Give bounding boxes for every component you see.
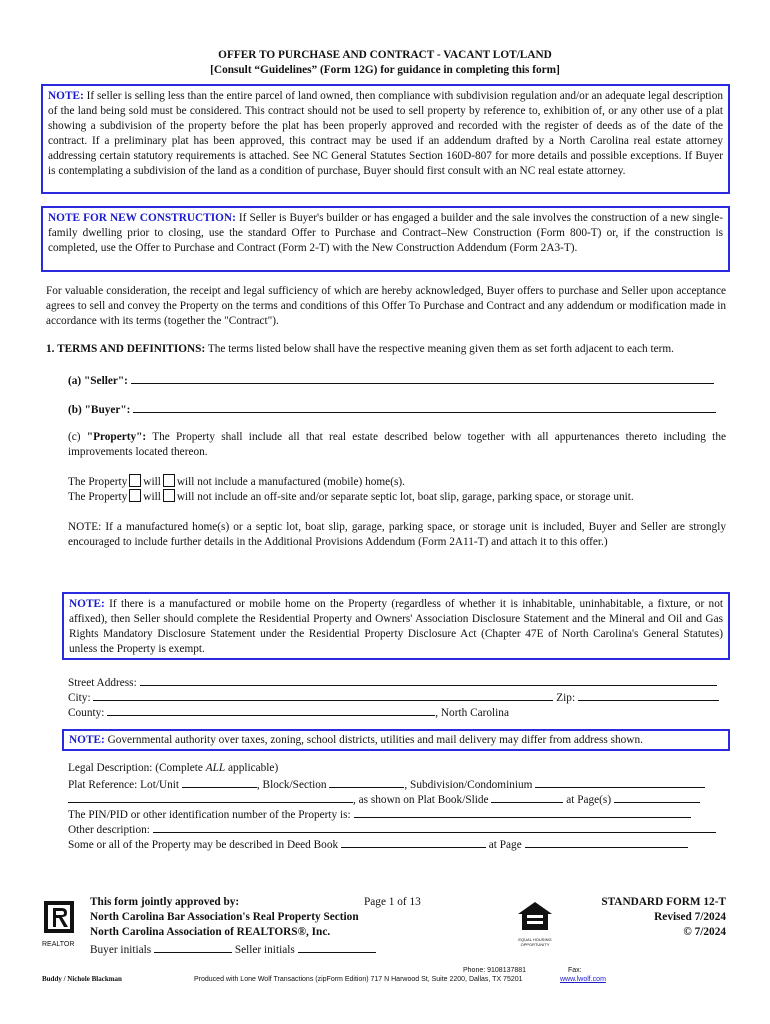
initials-row: Buyer initials Seller initials bbox=[90, 941, 376, 958]
note-label: NOTE FOR NEW CONSTRUCTION: bbox=[48, 212, 236, 224]
note-label: NOTE: bbox=[69, 598, 105, 610]
disclosure-note-box bbox=[62, 592, 730, 660]
street-address-field[interactable] bbox=[140, 674, 717, 686]
other-description-field[interactable] bbox=[153, 821, 716, 833]
plat-book-row: , as shown on Plat Book/Slide at Page(s) bbox=[68, 791, 700, 808]
realtor-logo: REALTOR bbox=[42, 900, 76, 948]
offsite-row: The Property will will not include an off-site and/or separate septic lot, boat slip, garage, parking space, or storage unit. bbox=[68, 491, 634, 503]
revised-date: Revised 7/2024 bbox=[654, 911, 726, 923]
note-text: If Seller is Buyer's builder or has engaged a builder and the sale involves the construction of a new single-family dwelling prior to closing, use the standard Offer to Purchase and Contract–New Construction (Form 800-T) or, if the construction is completed, use the Offer to Purchase and Contract (Form 2-T) with the New Construction Addendum (Form 2A3-T). bbox=[48, 212, 723, 254]
lot-unit-field[interactable] bbox=[182, 776, 257, 788]
form-title: OFFER TO PURCHASE AND CONTRACT - VACANT LOT/LAND bbox=[218, 49, 552, 61]
section-text: The terms listed below shall have the respective meaning given them as set forth adjacent to each term. bbox=[205, 343, 674, 355]
realtor-r-icon bbox=[42, 900, 76, 934]
governmental-note-box bbox=[62, 729, 730, 751]
buyer-row bbox=[68, 401, 716, 418]
approved-by: This form jointly approved by: bbox=[90, 896, 240, 908]
phone: Phone: 9108137881 bbox=[463, 967, 527, 974]
county-field[interactable] bbox=[107, 704, 435, 716]
will-checkbox[interactable] bbox=[129, 474, 141, 487]
note-text: If there is a manufactured or mobile home on the Property (regardless of whether it is inhabitable, uninhabitable, a fixture, or not affixed), then Seller should complete the Residential Property and Owners' Association Disclosure Statement and the Mineral and Oil and Gas Rights Mandatory Disclosure Statement under the Residential Property Disclosure Act (Chapter 47E of North Carolina's General Statutes) unless the Property is exempt. bbox=[69, 598, 723, 655]
legal-description-heading: Legal Description: (Complete ALL applicable) bbox=[68, 762, 279, 774]
manufactured-note: NOTE: If a manufactured home(s) or a septic lot, boat slip, garage, parking space, or storage unit is included, Buyer and Seller are strongly encouraged to include further details in the Additional Provisions Addendum (Form 2A11-T) and attach it to this offer.) bbox=[68, 521, 726, 548]
fax: Fax: bbox=[568, 967, 582, 974]
seller-field[interactable] bbox=[131, 372, 714, 384]
zip-field[interactable] bbox=[578, 689, 719, 701]
manufactured-home-row: The Property will will not include a manufactured (mobile) home(s). bbox=[68, 476, 405, 488]
page-number: Page 1 of 13 bbox=[364, 896, 421, 908]
lwolf-link[interactable]: www.lwolf.com bbox=[560, 976, 606, 983]
subdivision-field[interactable] bbox=[535, 776, 705, 788]
section-heading: 1. TERMS AND DEFINITIONS: bbox=[46, 343, 206, 355]
equal-housing-logo: EQUAL HOUSING OPPORTUNITY bbox=[514, 900, 556, 940]
other-description-row: Other description: bbox=[68, 821, 716, 838]
street-address-row: Street Address: bbox=[68, 674, 717, 691]
buyer-initials-field[interactable] bbox=[154, 941, 232, 953]
plat-pages-field[interactable] bbox=[614, 791, 700, 803]
note-label: NOTE: bbox=[69, 734, 105, 746]
property-definition: (c) "Property": The Property shall include all that real estate described below together with all appurtenances thereto including the improvements located thereon. bbox=[68, 431, 726, 458]
deed-page-field[interactable] bbox=[525, 836, 688, 848]
buyer-field[interactable] bbox=[133, 401, 716, 413]
pin-field[interactable] bbox=[354, 806, 691, 818]
deed-book-row: Some or all of the Property may be described in Deed Book at Page bbox=[68, 836, 688, 853]
plat-reference-cont-field[interactable] bbox=[68, 791, 353, 803]
copyright: © 7/2024 bbox=[683, 926, 726, 938]
seller-initials-field[interactable] bbox=[298, 941, 376, 953]
terms-definitions bbox=[46, 342, 726, 357]
bar-association: North Carolina Bar Association's Real Property Section bbox=[90, 911, 359, 923]
subdivision-note-box bbox=[41, 84, 730, 194]
county-row: County: , North Carolina bbox=[68, 704, 509, 721]
consideration-paragraph: For valuable consideration, the receipt and legal sufficiency of which are hereby acknowledged, Buyer offers to purchase and Seller upon acceptance agrees to sell and convey the Property on the terms and conditions of this Offer To Purchase and Contract and any addendum or modification made in accordance with its terms (together the "Contract"). bbox=[46, 285, 726, 327]
note-label: NOTE: bbox=[48, 90, 84, 102]
realtors-association: North Carolina Association of REALTORS®, Inc. bbox=[90, 926, 331, 938]
new-construction-note-box bbox=[41, 206, 730, 272]
pin-row: The PIN/PID or other identification number of the Property is: bbox=[68, 806, 691, 823]
seller-label: (a) "Seller": bbox=[68, 375, 128, 387]
city-field[interactable] bbox=[93, 689, 553, 701]
equal-housing-icon bbox=[514, 900, 556, 932]
note-text: If seller is selling less than the entire parcel of land owned, then compliance with subdivision regulation and/or an adequate legal description of the land being sold must be considered. This contract should not be used to sell property by reference to, exhibition of, or any other use of a plat showing a subdivision of the property before the plat has been properly approved and recorded with the register of deeds as of the date of the contract. If a preliminary plat has been approved, this contract may be used if an addendum drafted by a North Carolina real estate attorney addressing certain statutory requirements is attached. See NC General Statutes Section 160D-807 for more details and possible exceptions. If Buyer is contemplating a subdivision of the land as a condition of purchase, Buyer should first consult with an NC real estate attorney. bbox=[48, 90, 723, 177]
note-text: Governmental authority over taxes, zoning, school districts, utilities and mail delivery may differ from address shown. bbox=[104, 734, 643, 746]
buyer-label: (b) "Buyer": bbox=[68, 404, 131, 416]
property-label: "Property": bbox=[86, 431, 147, 443]
will-not-checkbox[interactable] bbox=[163, 474, 175, 487]
plat-reference-row: Plat Reference: Lot/Unit , Block/Section , Subdivision/Condominium bbox=[68, 776, 705, 793]
plat-book-field[interactable] bbox=[491, 791, 563, 803]
form-subtitle: [Consult “Guidelines” (Form 12G) for guidance in completing this form] bbox=[210, 64, 560, 76]
will-checkbox[interactable] bbox=[129, 489, 141, 502]
property-text: The Property shall include all that real estate described below together with all appurtenances thereto including the improvements located thereon. bbox=[68, 431, 726, 458]
agent-name: Buddy / Nichole Blackman bbox=[42, 975, 122, 983]
block-section-field[interactable] bbox=[329, 776, 404, 788]
produced-with: Produced with Lone Wolf Transactions (zipForm Edition) 717 N Harwood St, Suite 2200, Dallas, TX 75201 bbox=[194, 976, 523, 983]
deed-book-field[interactable] bbox=[341, 836, 486, 848]
seller-row bbox=[68, 372, 714, 389]
city-row: City: Zip: bbox=[68, 689, 719, 706]
will-not-checkbox[interactable] bbox=[163, 489, 175, 502]
standard-form-number: STANDARD FORM 12-T bbox=[601, 896, 726, 908]
